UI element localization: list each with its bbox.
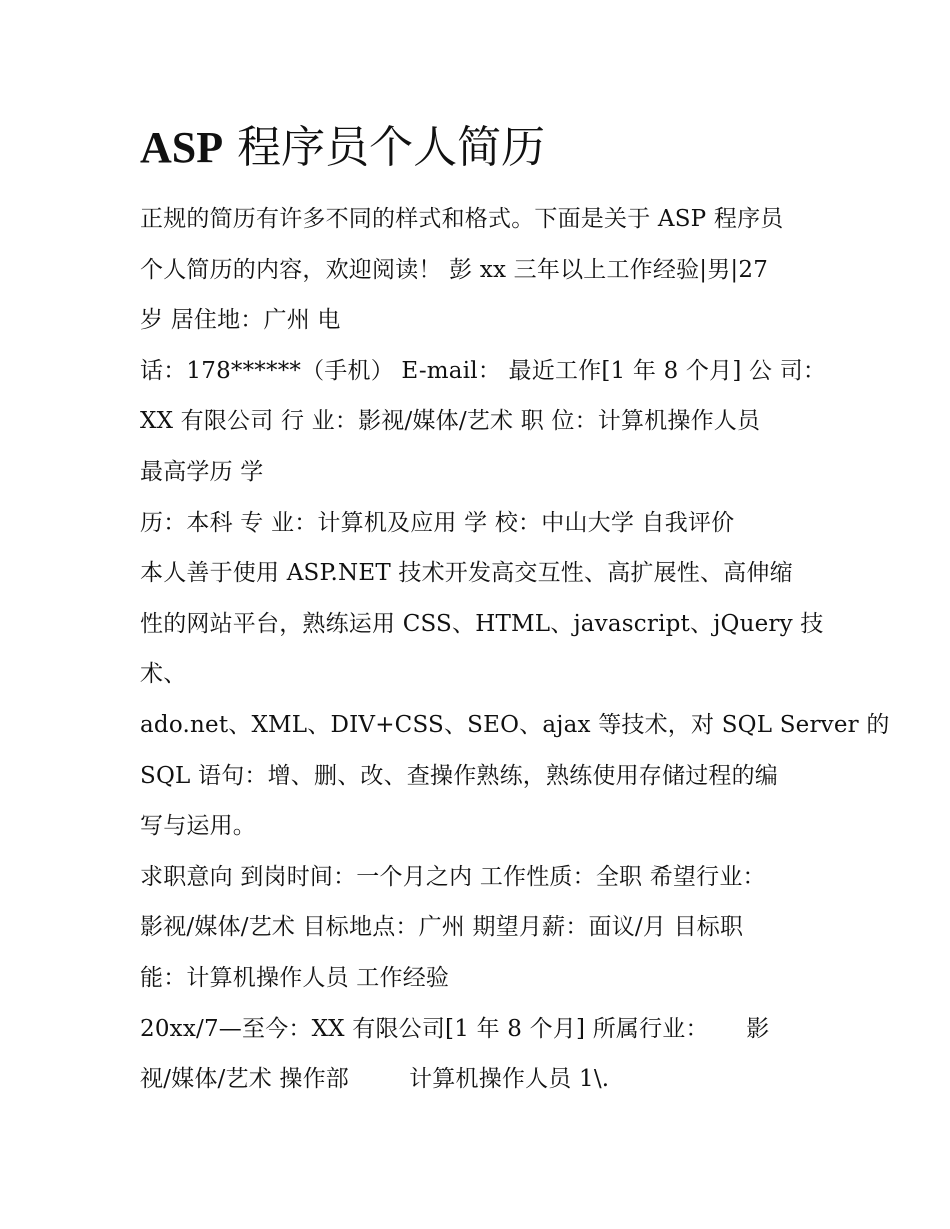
document-page [140,110,890,1105]
text-line: 个人简历的内容，欢迎阅读！ 彭 xx 三年以上工作经验|男|27 [140,256,769,283]
text-line: 术、 [140,661,187,688]
title-cjk: 程序员个人简历 [223,122,546,173]
text-line: 正规的简历有许多不同的样式和格式。下面是关于 ASP 程序员 [140,206,784,232]
page-title [140,110,820,186]
text-line: 能：计算机操作人员 工作经验 [140,964,450,991]
text-line: 视/媒体/艺术 操作部 计算机操作人员 1\. [140,1066,610,1093]
text-line: 最高学历 学 [140,458,264,485]
text-line: 性的网站平台，熟练运用 CSS、HTML、javascript、jQuery 技 [140,610,824,637]
text-line: ado.net、XML、DIV+CSS、SEO、ajax 等技术，对 SQL Server 的 [140,711,890,738]
text-line: XX 有限公司 行 业：影视/媒体/艺术 职 位：计算机操作人员 [140,408,761,435]
text-line: 话：178******（手机） E-mail： 最近工作[1 年 8 个月] 公 司： [140,357,827,384]
text-line: 求职意向 到岗时间：一个月之内 工作性质：全职 希望行业： [140,863,766,890]
resume-body [140,194,890,1105]
text-line: SQL 语句：增、删、改、查操作熟练，熟练使用存储过程的编 [140,762,778,789]
text-line: 写与运用。 [140,813,256,840]
text-line: 影视/媒体/艺术 目标地点：广州 期望月薪：面议/月 目标职 [140,914,744,941]
text-line: 岁 居住地：广州 电 [140,307,341,334]
text-line: 20xx/7—至今：XX 有限公司[1 年 8 个月] 所属行业： 影 [140,1015,770,1042]
title-latin: ASP [140,123,224,172]
text-line: 本人善于使用 ASP.NET 技术开发高交互性、高扩展性、高伸缩 [140,560,793,587]
text-line: 历：本科 专 业：计算机及应用 学 校：中山大学 自我评价 [140,509,735,536]
